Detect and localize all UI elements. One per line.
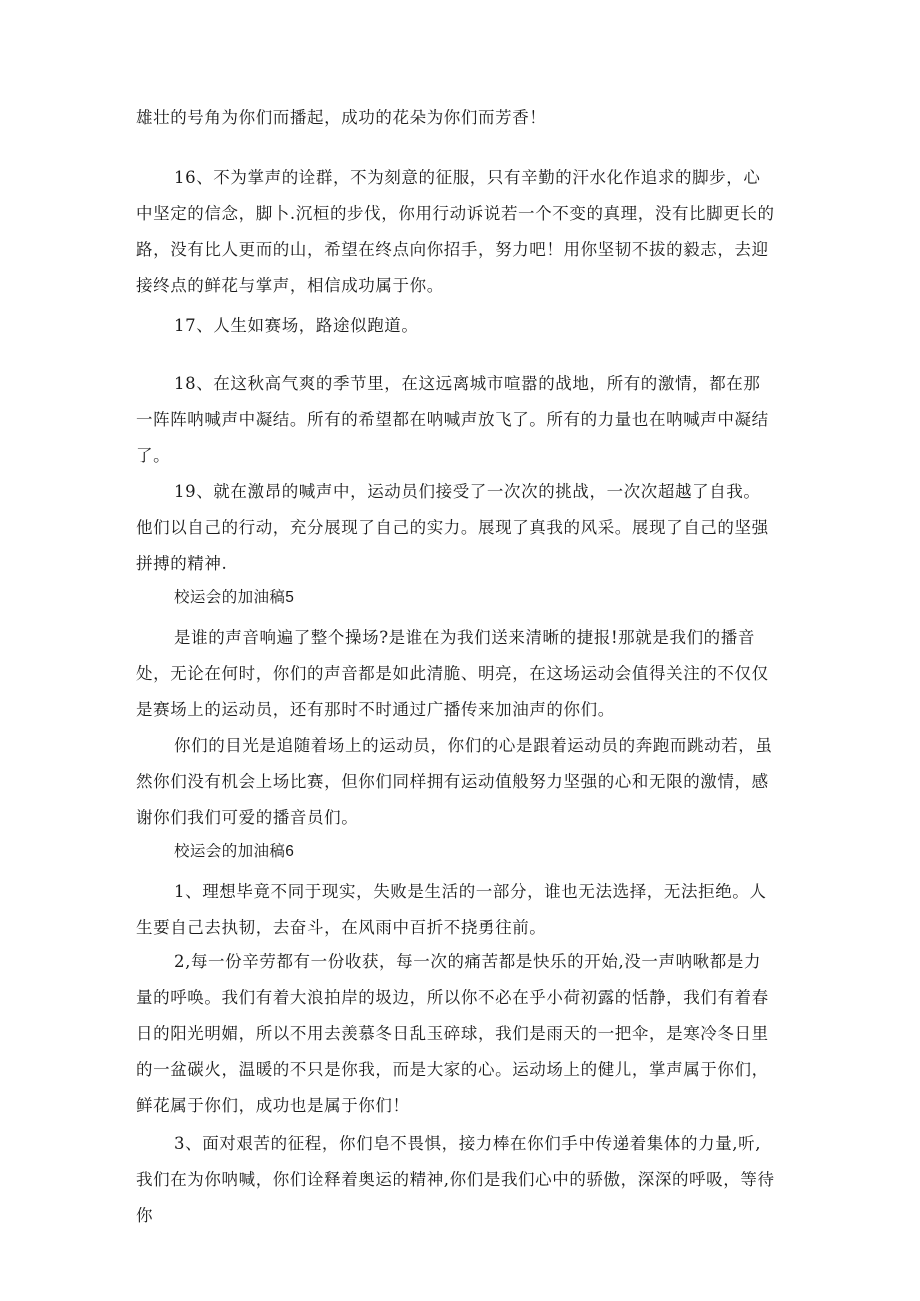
paragraph-18: 18、在这秋高气爽的季节里，在这远离城市喧嚣的战地，所有的激情，都在那一阵阵呐喊声中凝结。所有的希望都在呐喊声放飞了。所有的力量也在呐喊声中凝结了。: [136, 374, 769, 465]
paragraph-16: 16、不为掌声的诠群，不为刻意的征服，只有辛勤的汗水化作追求的脚步，心中坚定的信念，脚卜.沉桓的步伐，你用行动诉说若一个不变的真理，没有比脚更长的路，没有比人更而的山，希望在终点向你招手，努力吧！用你坚韧不拔的毅志，去迎接终点的鲜花与掌声，相信成功属于你。: [136, 168, 775, 295]
paragraph-6-1: 1、理想毕竟不同于现实，失败是生活的一部分，谁也无法选择，无法拒绝。人生要自己去执韧，去奋斗，在风雨中百折不挠勇往前。: [136, 882, 767, 937]
section-heading-5: 校运会的加油稿5: [174, 589, 295, 606]
paragraph-19: 19、就在激昂的喊声中，运动员们接受了一次次的挑战，一次次超越了自我。他们以自己的行动，充分展现了自己的实力。展现了真我的风采。展现了自己的坚强拼搏的精神.: [136, 482, 769, 573]
paragraph-17: 17、人生如赛场，路途似跑道。: [174, 316, 419, 335]
paragraph-5a: 是谁的声音响遍了整个操场?是谁在为我们送来清晰的捷报!那就是我们的播音处，无论在何时，你们的声音都是如此清脆、明亮，在这场运动会值得关注的不仅仅是赛场上的运动员，还有那时不时通过广播传来加油声的你们。: [136, 628, 769, 719]
paragraph-continuation: 雄壮的号角为你们而播起，成功的花朵为你们而芳香！: [136, 108, 547, 127]
paragraph-6-2: 2,每一份辛劳都有一份收获，每一次的痛苦都是快乐的开始,没一声呐啾都是力量的呼唤。我们有着大浪拍岸的圾边，所以你不必在乎小荷初露的恬静，我们有着春日的阳光明媚，所以不用去羡慕冬日乱玉碎球，我们是雨天的一把伞，是寒冷冬日里的一盆碳火，温暖的不只是你我，而是大家的心。运动场上的健儿，掌声属于你们，鲜花属于你们，成功也是属于你们！: [136, 952, 769, 1115]
paragraph-5b: 你们的目光是追随着场上的运动员，你们的心是跟着运动员的奔跑而跳动若，虽然你们没有机会上场比赛，但你们同样拥有运动值般努力坚强的心和无限的激情，感谢你们我们可爱的播音员们。: [136, 736, 773, 827]
paragraph-6-3: 3、面对艰苦的征程，你们皂不畏惧，接力棒在你们手中传递着集体的力量,听,我们在为你呐喊，你们诠释着奥运的精神,你们是我们心中的骄傲，深深的呼吸，等待你: [136, 1134, 775, 1225]
section-heading-6: 校运会的加油稿6: [174, 843, 295, 860]
